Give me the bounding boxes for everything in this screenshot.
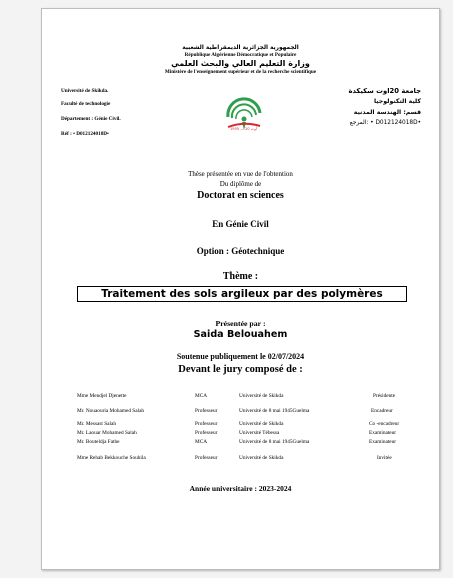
jury-name: Mr. Messast Salah [77, 421, 116, 427]
header-arabic-republic: الجمهورية الجزائرية الديمقراطية الشعبية [182, 45, 299, 51]
header-french-republic: République Algérienne Démocratique et Populaire [184, 52, 297, 58]
right-department: قسم: الهندسة المدنية [353, 109, 421, 116]
author-name: Saida Belouahem [193, 329, 288, 340]
jury-name: Mme Mendjel Djenette [77, 393, 127, 399]
right-faculty: كلية التكنولوجيا [373, 98, 421, 105]
jury-grade: MCA [195, 439, 208, 445]
header-arabic-ministry: وزارة التعليم العالي والبحث العلمي [171, 59, 310, 68]
jury-grade: MCA [195, 393, 208, 399]
jury-name: Mme Rehab Bekkouche Souhila [77, 455, 146, 461]
specialty-title: En Génie Civil [212, 219, 269, 229]
jury-role: Examinateur [369, 430, 397, 436]
jury-role: Présidente [373, 393, 396, 399]
option-title: Option : Géotechnique [196, 246, 285, 256]
right-university: جامعة 20اوت سكيكدة [348, 87, 421, 95]
logo-caption: 1955 — 20 أوت [230, 127, 257, 131]
jury-name: Mr. Laouar Mohamed Salah [77, 430, 137, 436]
left-university: Université de Skikda. [61, 88, 109, 94]
jury-grade: Professeur [195, 421, 218, 427]
thesis-intro-line2: Du diplôme de [219, 180, 262, 188]
jury-institution: Université de Skikda [239, 455, 284, 461]
jury-institution: Université Tébessa [239, 430, 280, 436]
academic-year: Année universitaire : 2023-2024 [189, 484, 292, 493]
left-department: Département : Génie Civil. [61, 116, 121, 122]
header-french-ministry: Ministère de l'enseignement supérieur et de la recherche scientifique [164, 69, 317, 75]
jury-role: Invitée [377, 455, 392, 461]
theme-box: Traitement des sols argileux par des polymères [77, 286, 407, 302]
jury-grade: Professeur [195, 408, 218, 414]
right-reference: المرجع: • D012124018D• [349, 120, 421, 126]
jury-role: Examinateur [369, 439, 397, 445]
jury-name: Mr. Nouaouria Mohamed Salah [77, 408, 145, 414]
degree-title: Doctorat en sciences [197, 190, 284, 201]
document-page [41, 8, 440, 570]
jury-institution: Université de 8 mai 1945Guelma [239, 439, 310, 445]
jury-name: Mr. Bouteldja Fathe [77, 439, 120, 445]
jury-institution: Université de Skikda [239, 421, 284, 427]
theme-label: Thème : [222, 271, 259, 282]
left-reference: Réf : • D012124018D• [61, 131, 109, 137]
jury-institution: Université de Skikda [239, 393, 284, 399]
jury-role: Encadreur [371, 408, 393, 414]
thesis-intro-line1: Thèse présentée en vue de l'obtention [188, 170, 293, 178]
jury-grade: Professeur [195, 455, 218, 461]
left-faculty: Faculté de technologie [61, 101, 111, 107]
jury-role: Co -encadreur [369, 421, 400, 427]
jury-institution: Université de 8 mai 1945Guelma [239, 408, 310, 414]
presented-by-label: Présentée par : [215, 319, 266, 328]
jury-grade: Professeur [195, 430, 218, 436]
jury-title: Devant le jury composé de : [178, 364, 303, 375]
defense-date: Soutenue publiquement le 02/07/2024 [176, 352, 305, 361]
